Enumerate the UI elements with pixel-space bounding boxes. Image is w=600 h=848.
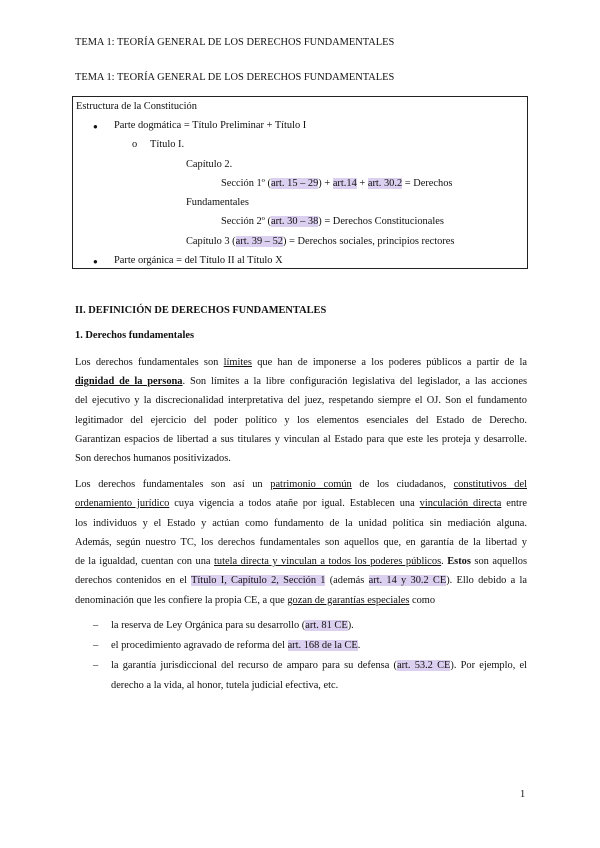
article-ref: art.14 (332, 178, 357, 189)
dash-bullet-icon: – (93, 620, 99, 631)
box-item-seccion-1-cont: Fundamentales (186, 197, 249, 208)
dash-bullet-icon: – (93, 660, 99, 671)
box-item-seccion-2: Sección 2º (art. 30 – 38) = Derechos Constitucionales (221, 216, 444, 227)
paragraph-1-line: dignidad de la persona. Son límites a la libre configuración legislativa del legislador, a las acciones (75, 376, 527, 387)
paragraph-2-line: derechos contenidos en el Título I, Capítulo 2, Sección 1 (además art. 14 y 30.2 CE). Ello debido a la (75, 575, 527, 586)
paragraph-2-line: de la igualdad, cuentan con una tutela directa y vinculan a todos los poderes públicos. Estos son aquellos (75, 556, 527, 567)
bullet-icon: ● (93, 122, 98, 131)
article-ref: art. 39 – 52 (235, 236, 283, 247)
article-ref: art. 168 de la CE (287, 640, 358, 651)
subsection-title: 1. Derechos fundamentales (75, 330, 195, 341)
paragraph-2-line: Además, según nuestro TC, los derechos fundamentales son aquellos que, en garantía de la libertad y (75, 537, 527, 548)
page-title: TEMA 1: TEORÍA GENERAL DE LOS DERECHOS FUNDAMENTALES (75, 72, 395, 83)
box-heading: Estructura de la Constitución (76, 101, 197, 112)
paragraph-1-line: Garantizan espacios de libertad a sus titulares y vinculan al Estado para que este les proteja y desarrolle. (75, 434, 527, 445)
paragraph-2-line: denominación que les confiere la propia CE, a que gozan de garantías especiales como (75, 595, 436, 606)
paragraph-1-line: del ejecutivo y la discrecionalidad interpretativa del juez, respetando siempre el OJ. Son el fundamento (75, 395, 527, 406)
circle-bullet-icon: o (132, 139, 138, 150)
article-ref: art. 30 – 38 (270, 216, 319, 227)
sec1-text: Sección 1º (art. 15 – 29) + art.14 + art. 30.2 = Derechos (221, 178, 453, 189)
list-item-cont: derecho a la vida, al honor, tutela judicial efectiva, etc. (111, 680, 339, 691)
paragraph-1-line: Son derechos humanos positivizados. (75, 453, 231, 464)
article-ref: art. 14 y 30.2 CE (368, 575, 447, 586)
bullet-icon: ● (93, 257, 98, 266)
paragraph-1-line: Los derechos fundamentales son límites que han de imponerse a los poderes públicos a partir de la (75, 357, 527, 368)
dash-bullet-icon: – (93, 640, 99, 651)
list-item: la reserva de Ley Orgánica para su desarrollo (art. 81 CE). (111, 620, 354, 631)
article-ref: Título I, Capítulo 2, Sección 1 (191, 575, 326, 586)
box-item-seccion-1 (221, 178, 522, 189)
box-item-titulo-i: Título I. (150, 139, 185, 150)
list-item: el procedimiento agravado de reforma del art. 168 de la CE. (111, 640, 361, 651)
article-ref: art. 53.2 CE (396, 660, 451, 671)
paragraph-2-line: los individuos y el Estado y actúan como fundamento de la unidad política sin mediación alguna. (75, 518, 527, 529)
article-ref: art. 15 – 29 (270, 178, 319, 189)
article-ref: art. 30.2 (367, 178, 403, 189)
box-item-dogmatica: Parte dogmática = Título Preliminar + Título I (114, 120, 307, 131)
list-item: la garantía jurisdiccional del recurso de amparo para su defensa (art. 53.2 CE). Por ejemplo, el (111, 660, 527, 671)
box-item-capitulo-2: Capítulo 2. (186, 159, 233, 170)
running-header: TEMA 1: TEORÍA GENERAL DE LOS DERECHOS FUNDAMENTALES (75, 37, 395, 48)
paragraph-1-line: legitimador del ejercicio del poder político y los elementos esenciales del Estado de Derecho. (75, 415, 527, 426)
paragraph-2-line: ordenamiento jurídico cuya vigencia a todos atañe por igual. Establecen una vinculación directa entre (75, 498, 527, 509)
box-item-capitulo-3: Capítulo 3 (art. 39 – 52) = Derechos sociales, principios rectores (186, 236, 455, 247)
box-item-organica: Parte orgánica = del Título II al Título X (114, 255, 283, 266)
paragraph-2-line: Los derechos fundamentales son así un patrimonio común de los ciudadanos, constitutivos del (75, 479, 527, 490)
page-number: 1 (520, 789, 526, 800)
section-title: II. DEFINICIÓN DE DERECHOS FUNDAMENTALES (75, 305, 327, 316)
article-ref: art. 81 CE (305, 620, 348, 631)
